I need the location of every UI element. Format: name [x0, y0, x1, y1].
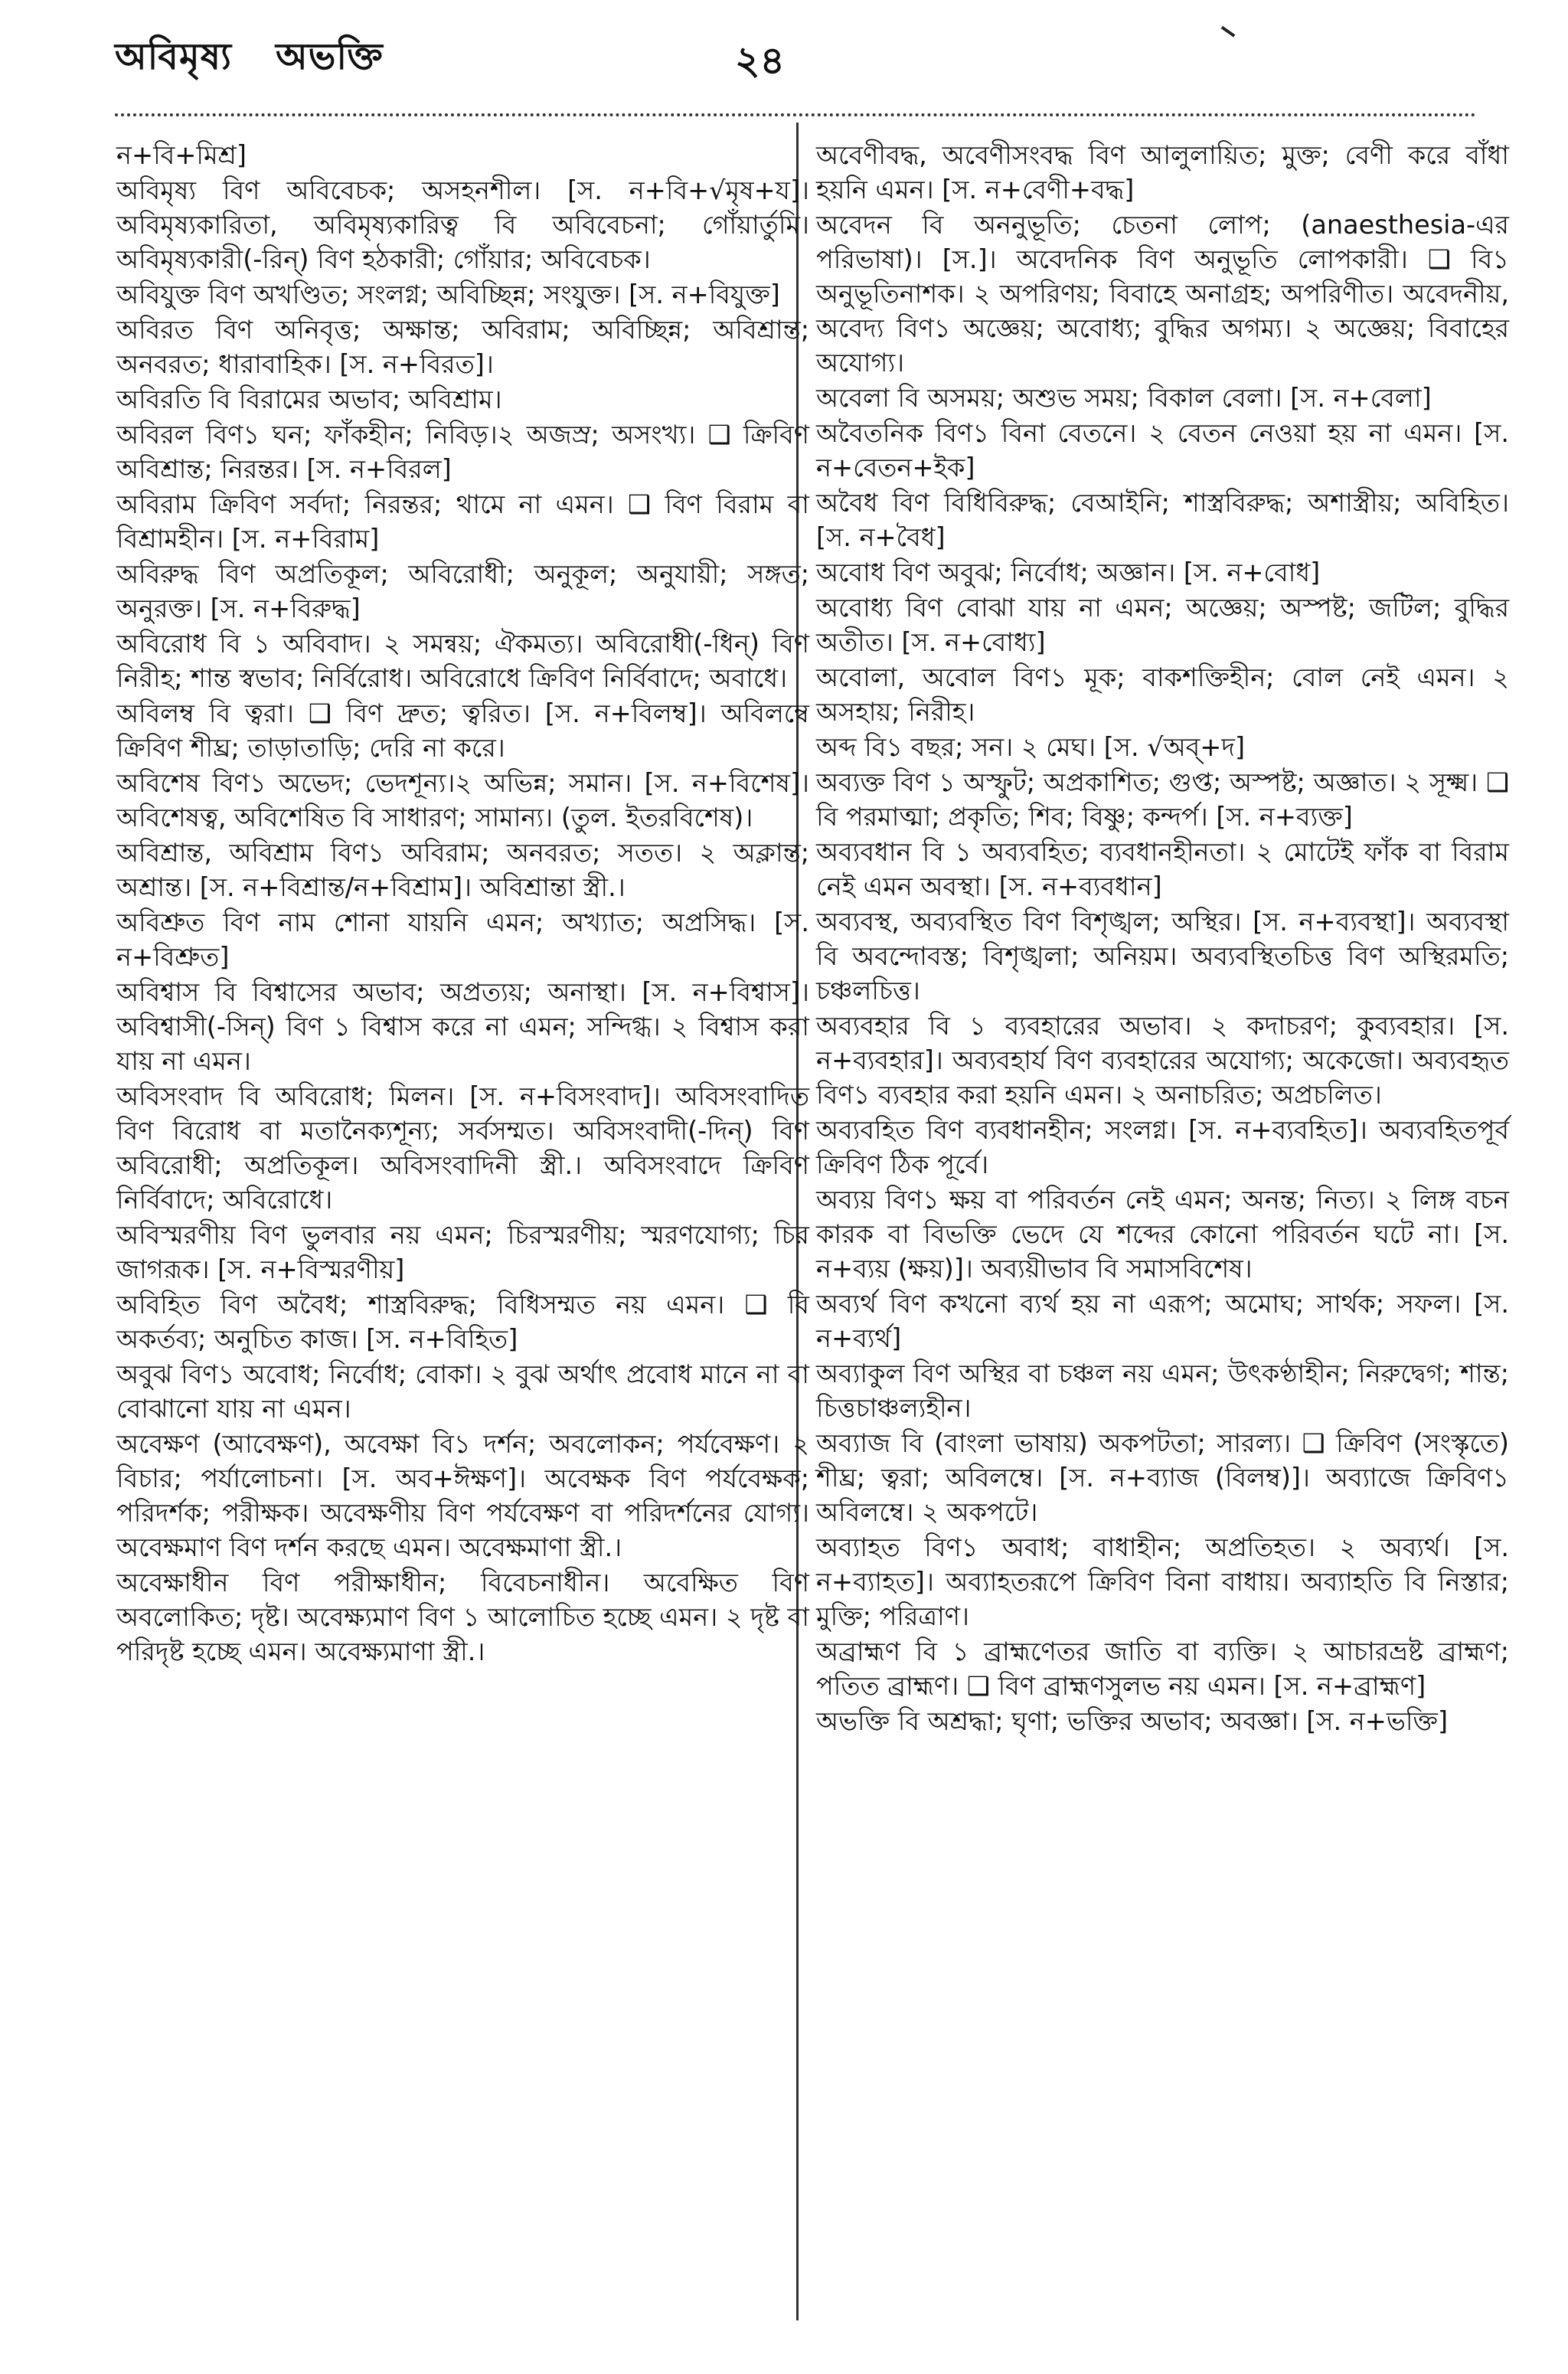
dictionary-entry: অবিমৃষ্য বিণ অবিবেচক; অসহনশীল। [স. ন+বি+√মৃষ+য]। অবিমৃষ্যকারিতা, অবিমৃষ্যকারিত্ব বি অবিবেচনা; গোঁয়ার্তুমি। অবিমৃষ্যকারী(-রিন্) বিণ হঠকারী; গোঁয়ার; অবিবেচক। — [116, 175, 809, 274]
page-number: ২৪ — [735, 38, 785, 83]
right-column — [816, 138, 1509, 1739]
guide-word-first: অবিমৃষ্য — [115, 35, 233, 78]
dictionary-entry: অবেলা বি অসময়; অশুভ সময়; বিকাল বেলা। [স. ন+বেলা] — [816, 383, 1432, 413]
dictionary-entry: অব্যাজ বি (বাংলা ভাষায়) অকপটতা; সারল্য। ❑ ক্রিবিণ (সংস্কৃতে) শীঘ্র; ত্বরা; অবিলম্বে। [স. ন+ব্যাজ (বিলম্ব)]। অব্যাজে ক্রিবিণ১ অবিলম্বে। ২ অকপটে। — [816, 1428, 1509, 1527]
dictionary-entry: অবিস্মরণীয় বিণ ভুলবার নয় এমন; চিরস্মরণীয়; স্মরণযোগ্য; চির জাগরূক। [স. ন+বিস্মরণীয়] — [116, 1220, 809, 1284]
print-mark — [1215, 26, 1236, 46]
dictionary-entry: অব্যবহিত বিণ ব্যবধানহীন; সংলগ্ন। [স. ন+ব্যবহিত]। অব্যবহিতপূর্ব ক্রিবিণ ঠিক পূর্বে। — [816, 1115, 1509, 1179]
dictionary-entry: অবোলা, অবোল বিণ১ মূক; বাকশক্তিহীন; বোল নেই এমন। ২ অসহায়; নিরীহ। — [816, 662, 1509, 727]
dictionary-entry: অব্যবধান বি ১ অব্যবহিত; ব্যবধানহীনতা। ২ মোটেই ফাঁক বা বিরাম নেই এমন অবস্থা। [স. ন+ব্যবধান] — [816, 837, 1509, 901]
dictionary-entry: অবিরত বিণ অনিবৃত্ত; অক্ষান্ত; অবিরাম; অবিচ্ছিন্ন; অবিশ্রান্ত; অনবরত; ধারাবাহিক। [স. ন+বিরত]। — [116, 315, 809, 379]
dictionary-entry: অবিরোধ বি ১ অবিবাদ। ২ সমন্বয়; ঐকমত্য। অবিরোধী(-ধিন্) বিণ নিরীহ; শান্ত স্বভাব; নির্বিরোধ। অবিরোধে ক্রিবিণ নির্বিবাদে; অবাধে। — [116, 629, 809, 693]
dictionary-entry: অব্যক্ত বিণ ১ অস্ফুট; অপ্রকাশিত; গুপ্ত; অস্পষ্ট; অজ্ঞাত। ২ সূক্ষ্ম। ❑ বি পরমাত্মা; প্রকৃতি; শিব; বিষ্ণু; কন্দর্প। [স. ন+ব্যক্ত] — [816, 767, 1509, 832]
dictionary-entry: অব্যাহত বিণ১ অবাধ; বাধাহীন; অপ্রতিহত। ২ অব্যর্থ। [স. ন+ব্যাহত]। অব্যাহতরূপে ক্রিবিণ বিনা বাধায়। অব্যাহতি বি নিস্তার; মুক্তি; পরিত্রাণ। — [816, 1532, 1509, 1631]
dictionary-entry: অবুঝ বিণ১ অবোধ; নির্বোধ; বোকা। ২ বুঝ অর্থাৎ প্রবোধ মানে না বা বোঝানো যায় না এমন। — [116, 1359, 809, 1424]
dictionary-entry: অব্দ বি১ বছর; সন। ২ মেঘ। [স. √অব্+দ] — [816, 732, 1246, 762]
dictionary-entry: অবিরুদ্ধ বিণ অপ্রতিকূল; অবিরোধী; অনুকূল; অনুযায়ী; সঙ্গত; অনুরক্ত। [স. ন+বিরুদ্ধ] — [116, 559, 809, 623]
dictionary-entry: অবোধ বিণ অবুঝ; নির্বোধ; অজ্ঞান। [স. ন+বোধ] — [816, 558, 1321, 587]
dictionary-entry: অব্যয় বিণ১ ক্ষয় বা পরিবর্তন নেই এমন; অনন্ত; নিত্য। ২ লিঙ্গ বচন কারক বা বিভক্তি ভেদে যে শব্দের কোনো পরিবর্তন ঘটে না। [স. ন+ব্যয় (ক্ষয়)]। অব্যয়ীভাব বি সমাসবিশেষ। — [816, 1185, 1509, 1283]
dictionary-entry: অবেক্ষাধীন বিণ পরীক্ষাধীন; বিবেচনাধীন। অবেক্ষিত বিণ অবলোকিত; দৃষ্ট। অবেক্ষ্যমাণ বিণ ১ আলোচিত হচ্ছে এমন। ২ দৃষ্ট বা পরিদৃষ্ট হচ্ছে এমন। অবেক্ষ্যমাণা স্ত্রী.। — [116, 1568, 809, 1666]
dictionary-entry: অভক্তি বি অশ্রদ্ধা; ঘৃণা; ভক্তির অভাব; অবজ্ঞা। [স. ন+ভক্তি] — [816, 1706, 1449, 1736]
dictionary-entry: অবিশ্বাস বি বিশ্বাসের অভাব; অপ্রত্যয়; অনাস্থা। [স. ন+বিশ্বাস]। অবিশ্বাসী(-সিন্) বিণ ১ বিশ্বাস করে না এমন; সন্দিগ্ধ। ২ বিশ্বাস করা যায় না এমন। — [116, 977, 809, 1076]
dictionary-entry: অবিরতি বি বিরামের অভাব; অবিশ্রাম। — [116, 384, 502, 414]
header-rule — [115, 113, 1476, 116]
dictionary-entry: অবিরাম ক্রিবিণ সর্বদা; নিরন্তর; থামে না এমন। ❑ বিণ বিরাম বা বিশ্রামহীন। [স. ন+বিরাম] — [116, 489, 809, 554]
guide-word-last: অভক্তি — [276, 35, 384, 78]
running-header — [115, 29, 1476, 98]
dictionary-entry: অবিরল বিণ১ ঘন; ফাঁকহীন; নিবিড়।২ অজস্র; অসংখ্য। ❑ ক্রিবিণ অবিশ্রান্ত; নিরন্তর। [স. ন+বিরল] — [116, 420, 809, 484]
dictionary-entry: অবিশ্রান্ত, অবিশ্রাম বিণ১ অবিরাম; অনবরত; সতত। ২ অক্লান্ত; অশ্রান্ত। [স. ন+বিশ্রান্ত/ন+বিশ্রাম]। অবিশ্রান্তা স্ত্রী.। — [116, 838, 809, 902]
dictionary-entry: অবেক্ষণ (আবেক্ষণ), অবেক্ষা বি১ দর্শন; অবলোকন; পর্যবেক্ষণ। ২ বিচার; পর্যালোচনা। [স. অব+ঈক্ষণ]। অবেক্ষক বিণ পর্যবেক্ষক; পরিদর্শক; পরীক্ষক। অবেক্ষণীয় বিণ পর্যবেক্ষণ বা পরিদর্শনের যোগ্য। অবেক্ষমাণ বিণ দর্শন করছে এমন। অবেক্ষমাণা স্ত্রী.। — [116, 1429, 809, 1562]
dictionary-entry: অবেণীবদ্ধ, অবেণীসংবদ্ধ বিণ আলুলায়িত; মুক্ত; বেণী করে বাঁধা হয়নি এমন। [স. ন+বেণী+বদ্ধ] — [816, 140, 1509, 204]
dictionary-entry: অবিশ্রুত বিণ নাম শোনা যায়নি এমন; অখ্যাত; অপ্রসিদ্ধ। [স. ন+বিশ্রুত] — [116, 907, 809, 972]
dictionary-entry: অবিসংবাদ বি অবিরোধ; মিলন। [স. ন+বিসংবাদ]। অবিসংবাদিত বিণ বিরোধ বা মতানৈক্যশূন্য; সর্বসম্মত। অবিসংবাদী(-দিন্) বিণ অবিরোধী; অপ্রতিকূল। অবিসংবাদিনী স্ত্রী.। অবিসংবাদে ক্রিবিণ নির্বিবাদে; অবিরোধে। — [116, 1081, 809, 1215]
dictionary-entry: অব্যবহার বি ১ ব্যবহারের অভাব। ২ কদাচরণ; কুব্যবহার। [স. ন+ব্যবহার]। অব্যবহার্য বিণ ব্যবহারের অযোগ্য; অকেজো। অব্যবহৃত বিণ১ ব্যবহার করা হয়নি এমন। ২ অনাচরিত; অপ্রচলিত। — [816, 1011, 1509, 1110]
dictionary-entry: অবিশেষ বিণ১ অভেদ; ভেদশূন্য।২ অভিন্ন; সমান। [স. ন+বিশেষ]। অবিশেষত্ব, অবিশেষিত বি সাধারণ; সামান্য। (তুল. ইতরবিশেষ)। — [116, 768, 809, 832]
dictionary-entry: অবোধ্য বিণ বোঝা যায় না এমন; অজ্ঞেয়; অস্পষ্ট; জটিল; বুদ্ধির অতীত। [স. ন+বোধ্য] — [816, 593, 1509, 657]
dictionary-entry: অবেদন বি অননুভূতি; চেতনা লোপ; (anaesthesia-এর পরিভাষা)। [স.]। অবেদনিক বিণ অনুভূতি লোপকারী। ❑ বি১ অনুভূতিনাশক। ২ অপরিণয়; বিবাহে অনাগ্রহ; অপরিণীত। অবেদনীয়, অবেদ্য বিণ১ অজ্ঞেয়; অবোধ্য; বুদ্ধির অগম্য। ২ অজ্ঞেয়; বিবাহের অযোগ্য। — [816, 210, 1509, 378]
dictionary-entry: অব্যাকুল বিণ অস্থির বা চঞ্চল নয় এমন; উৎকণ্ঠাহীন; নিরুদ্বেগ; শান্ত; চিত্তচাঞ্চল্যহীন। — [816, 1359, 1509, 1423]
dictionary-entry: অব্যবস্থ, অব্যবস্থিত বিণ বিশৃঙ্খল; অস্থির। [স. ন+ব্যবস্থা]। অব্যবস্থা বি অবন্দোবস্ত; বিশৃঙ্খলা; অনিয়ম। অব্যবস্থিতচিত্ত বিণ অস্থিরমতি; চঞ্চলচিত্ত। — [816, 907, 1509, 1006]
dictionary-entry: অবিলম্ব বি ত্বরা। ❑ বিণ দ্রুত; ত্বরিত। [স. ন+বিলম্ব]। অবিলম্বে ক্রিবিণ শীঘ্র; তাড়াতাড়ি; দেরি না করে। — [116, 698, 809, 763]
dictionary-entry: অবিহিত বিণ অবৈধ; শাস্ত্রবিরুদ্ধ; বিধিসম্মত নয় এমন। ❑ বি অকর্তব্য; অনুচিত কাজ। [স. ন+বিহিত] — [116, 1290, 809, 1354]
dictionary-entry: অবিযুক্ত বিণ অখণ্ডিত; সংলগ্ন; অবিচ্ছিন্ন; সংযুক্ত। [স. ন+বিযুক্ত] — [116, 280, 780, 309]
dictionary-entry: অবৈতনিক বিণ১ বিনা বেতনে। ২ বেতন নেওয়া হয় না এমন। [স. ন+বেতন+ইক] — [816, 418, 1509, 482]
dictionary-entry: অব্রাহ্মণ বি ১ ব্রাহ্মণেতর জাতি বা ব্যক্তি। ২ আচারভ্রষ্ট ব্রাহ্মণ; পতিত ব্রাহ্মণ। ❑ বিণ ব্রাহ্মণসুলভ নয় এমন। [স. ন+ব্রাহ্মণ] — [816, 1637, 1509, 1701]
dictionary-entry: ন+বি+মিশ্র] — [116, 140, 247, 170]
left-column — [116, 138, 809, 1669]
dictionary-entry: অবৈধ বিণ বিধিবিরুদ্ধ; বেআইনি; শাস্ত্রবিরুদ্ধ; অশাস্ত্রীয়; অবিহিত। [স. ন+বৈধ] — [816, 488, 1509, 552]
dictionary-entry: অব্যর্থ বিণ কখনো ব্যর্থ হয় না এরূপ; অমোঘ; সার্থক; সফল। [স. ন+ব্যর্থ] — [816, 1289, 1509, 1353]
